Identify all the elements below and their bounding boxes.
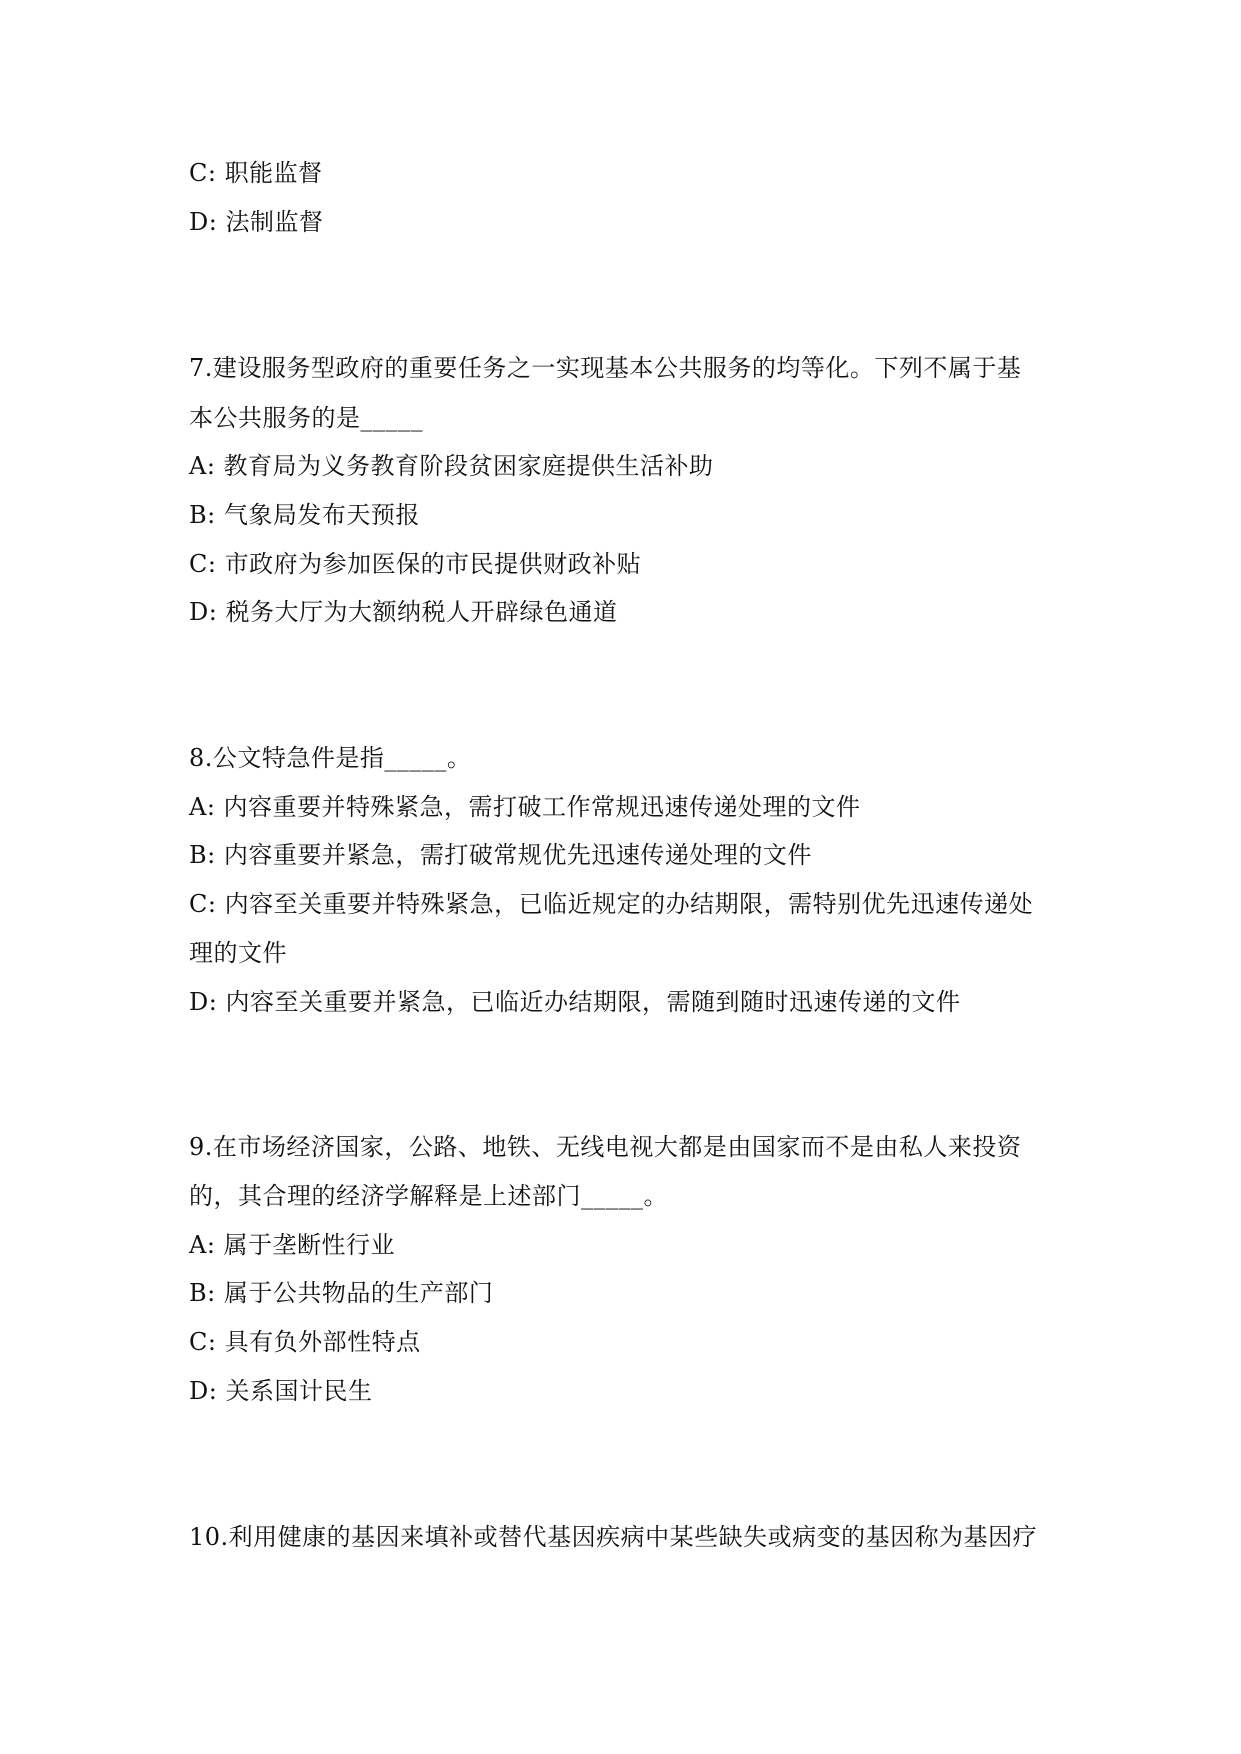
q7-option-b: B: 气象局发布天预报 — [189, 501, 420, 529]
q8-option-c-line2: 理的文件 — [189, 939, 287, 967]
q9-option-d: D: 关系国计民生 — [189, 1377, 373, 1405]
q9-option-c: C: 具有负外部性特点 — [189, 1328, 421, 1356]
q8-option-a: A: 内容重要并特殊紧急，需打破工作常规迅速传递处理的文件 — [189, 793, 861, 821]
q7-option-c: C: 市政府为参加医保的市民提供财政补贴 — [189, 550, 642, 578]
q7-stem-line1: 7.建设服务型政府的重要任务之一实现基本公共服务的均等化。下列不属于基 — [189, 354, 1022, 382]
q6-option-c: C: 职能监督 — [189, 159, 323, 187]
q10-stem-line1: 10.利用健康的基因来填补或替代基因疾病中某些缺失或病变的基因称为基因疗 — [189, 1523, 1038, 1551]
q7-option-a: A: 教育局为义务教育阶段贫困家庭提供生活补助 — [189, 452, 714, 480]
q7-option-d: D: 税务大厅为大额纳税人开辟绿色通道 — [189, 598, 618, 626]
q8-option-b: B: 内容重要并紧急，需打破常规优先迅速传递处理的文件 — [189, 841, 812, 869]
q9-option-b: B: 属于公共物品的生产部门 — [189, 1279, 494, 1307]
q8-stem: 8.公文特急件是指_____。 — [189, 744, 472, 772]
q6-option-d: D: 法制监督 — [189, 208, 324, 236]
q9-option-a: A: 属于垄断性行业 — [189, 1231, 396, 1259]
q7-stem-line2: 本公共服务的是_____ — [189, 404, 423, 432]
q9-stem-line1: 9.在市场经济国家，公路、地铁、无线电视大都是由国家而不是由私人来投资 — [189, 1133, 1022, 1161]
q9-stem-line2: 的，其合理的经济学解释是上述部门_____。 — [189, 1182, 668, 1210]
q8-option-d: D: 内容至关重要并紧急，已临近办结期限，需随到随时迅速传递的文件 — [189, 988, 961, 1016]
q8-option-c-line1: C: 内容至关重要并特殊紧急，已临近规定的办结期限，需特别优先迅速传递处 — [189, 890, 1034, 918]
